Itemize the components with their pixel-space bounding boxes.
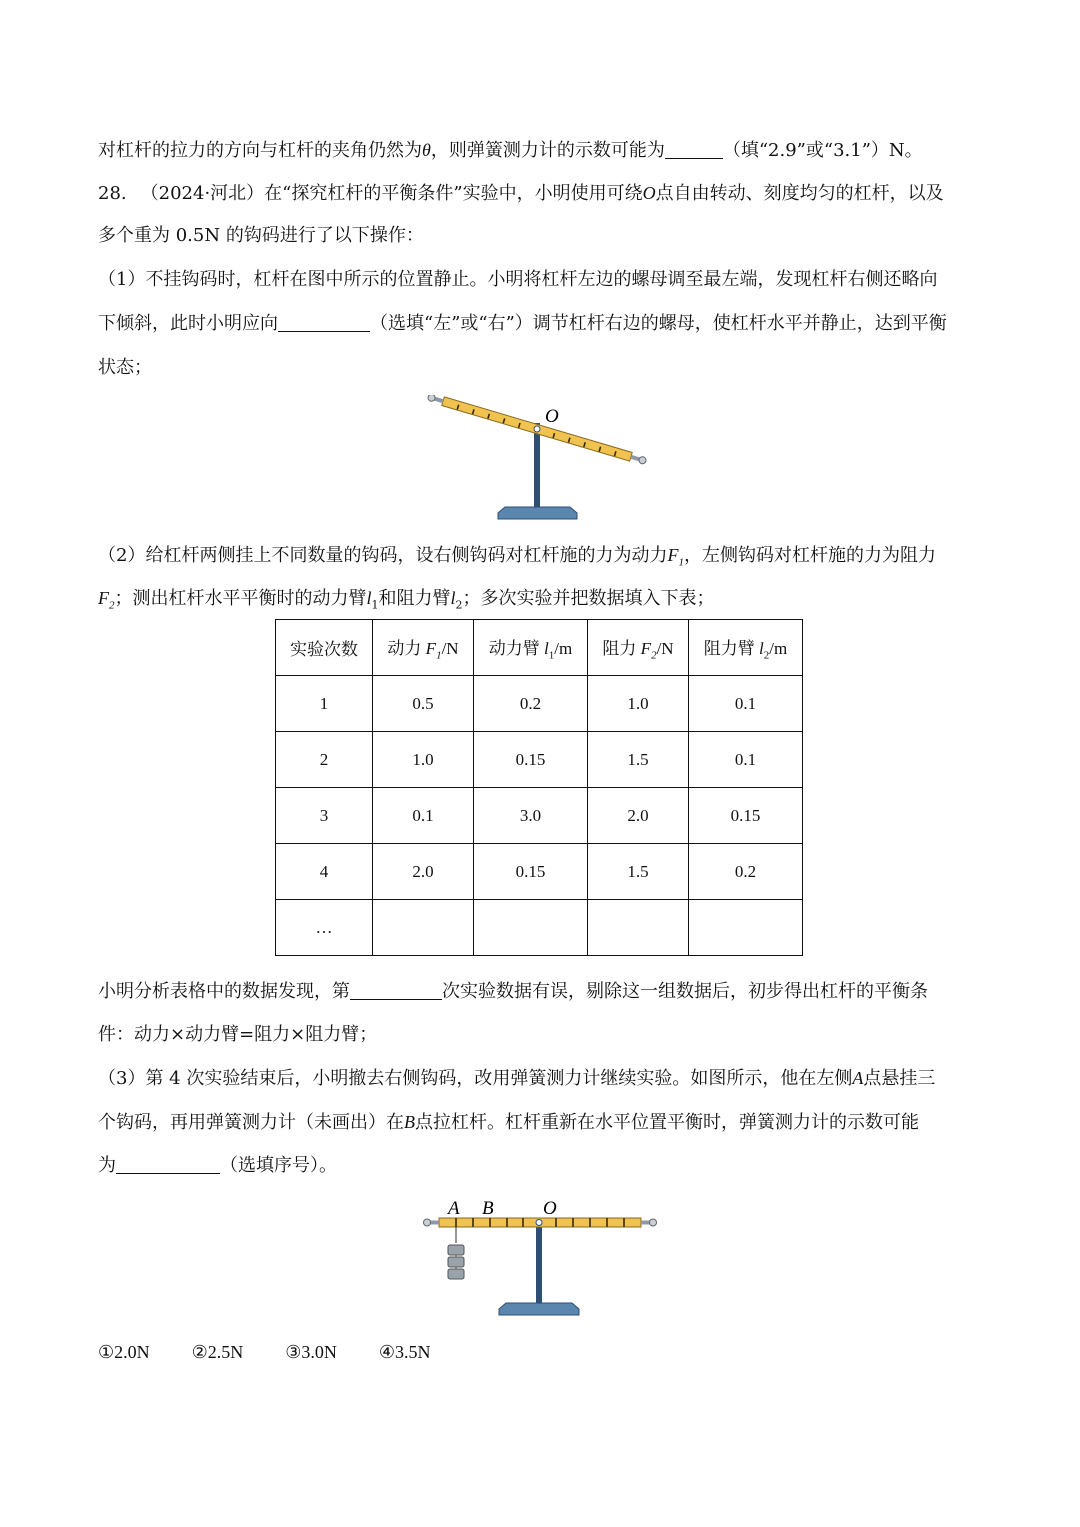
text: 状态； [98,357,152,378]
table-row [276,676,803,732]
cell-trial: 4 [276,844,373,900]
text: 为 [98,1155,116,1176]
text: （填“2.9”或“3.1”）N。 [722,140,923,161]
point-o-label: O [642,183,656,203]
table-header-row [276,620,803,676]
pivot [536,1220,542,1226]
text: （选填“左”或“右”）调节杠杆右边的螺母，使杠杆水平并静止，达到平衡 [370,313,947,334]
header-text: 阻力臂 [703,638,760,658]
point-b-label: B [404,1112,415,1132]
part1-line3 [98,357,152,379]
question-intro-2 [98,225,424,247]
text: （选填序号）。 [220,1155,337,1176]
cell-l1 [474,900,588,956]
figure1-label-o: O [545,406,559,427]
table-row [276,732,803,788]
text: 小明分析表格中的数据发现，第 [98,981,350,1002]
cell-f2 [588,900,689,956]
cell-f2: 2.0 [588,788,689,844]
cell-f1: 0.1 [373,788,474,844]
f1-subscript: 1 [678,556,684,569]
text: 件：动力×动力臂=阻力×阻力臂； [98,1024,378,1045]
figure2-label-a: A [448,1198,460,1219]
header-text: 动力 [387,638,426,658]
theta-symbol: θ [422,140,431,160]
cell-trial: 2 [276,732,373,788]
text: 点悬挂三 [863,1068,936,1089]
cell-l2: 0.1 [689,676,803,732]
cell-l1: 3.0 [474,788,588,844]
cell-f1: 0.5 [373,676,474,732]
header-text: 实验次数 [290,640,358,659]
header-l1 [474,620,588,676]
data-table [275,619,803,956]
text: ；测出杠杆水平平衡时的动力臂 [114,588,367,609]
text: 个钩码，再用弹簧测力计（未画出）在 [98,1112,404,1133]
cell-f1 [373,900,474,956]
after-table-line2 [98,1024,377,1046]
part3-line1 [98,1067,935,1090]
text-line-1 [98,139,923,162]
header-f1 [373,620,474,676]
text: （2）给杠杆两侧挂上不同数量的钩码，设右侧钩码对杠杆施的力为动力 [98,545,668,566]
answer-options [98,1342,473,1363]
l1-subscript: 1 [371,598,379,612]
part3-line3 [98,1155,337,1177]
point-a-label: A [852,1068,864,1088]
header-unit: /m [554,638,573,658]
cell-f2: 1.5 [588,732,689,788]
figure-horizontal-lever [415,1193,675,1323]
table-row [276,788,803,844]
cell-f1: 1.0 [373,732,474,788]
l1-symbol: l [366,588,372,608]
text: 下倾斜，此时小明应向 [98,313,278,334]
cell-l2: 0.2 [689,844,803,900]
text: ，则弹簧测力计的示数可能为 [430,140,665,161]
table-row [276,900,803,956]
cell-f1: 2.0 [373,844,474,900]
l2-symbol: l [450,588,456,608]
cell-trial: … [276,900,373,956]
answer-blank-1[interactable] [665,140,723,159]
header-sub: 1 [548,649,555,662]
text: 和阻力臂 [378,588,451,609]
cell-f2: 1.5 [588,844,689,900]
table-row [276,844,803,900]
header-trial [276,620,373,676]
header-symbol: l [544,638,549,658]
text: 多个重为 0.5N 的钩码进行了以下操作： [98,225,424,246]
text: 次实验数据有误，剔除这一组数据后，初步得出杠杆的平衡条 [442,981,928,1002]
answer-blank-4[interactable] [116,1155,220,1174]
after-table-line1 [98,981,928,1003]
part2-line1 [98,544,936,574]
header-l2 [689,620,803,676]
header-symbol: l [759,638,764,658]
option-1[interactable]: ①2.0N [98,1342,150,1362]
header-text: 动力臂 [488,638,545,658]
option-2[interactable]: ②2.5N [191,1342,244,1362]
hanging-weights [448,1227,464,1279]
answer-blank-2[interactable] [278,313,370,332]
f2-subscript: 2 [109,599,115,612]
f1-symbol: F [667,545,679,565]
text: （1）不挂钩码时，杠杆在图中所示的位置静止。小明将杠杆左边的螺母调至最左端，发现杠杆右侧还略向 [98,269,938,290]
part2-line2 [98,587,715,617]
question-intro [98,182,944,205]
text: 对杠杆的拉力的方向与杠杆的夹角仍然为 [98,140,422,161]
text: ；多次实验并把数据填入下表； [462,588,715,609]
text: （2024·河北）在“探究杠杆的平衡条件”实验中，小明使用可绕 [140,183,643,204]
header-sub: 2 [651,649,657,662]
cell-l2: 0.15 [689,788,803,844]
cell-l1: 0.15 [474,732,588,788]
header-text: 阻力 [602,638,641,658]
cell-trial: 1 [276,676,373,732]
figure2-label-b: B [482,1198,494,1219]
header-sub: 2 [763,649,770,662]
cell-l1: 0.15 [474,844,588,900]
header-unit: /N [656,638,674,658]
header-symbol: F [640,638,652,658]
l2-subscript: 2 [455,598,463,612]
header-unit: /m [769,638,788,658]
lever-stand [499,1223,579,1315]
cell-l2 [689,900,803,956]
text: 点拉杠杆。杠杆重新在水平位置平衡时，弹簧测力计的示数可能 [415,1112,919,1133]
figure2-label-o: O [543,1198,557,1219]
option-3[interactable]: ③3.0N [285,1342,337,1362]
cell-trial: 3 [276,788,373,844]
figure-tilted-lever [415,395,665,525]
header-sub: 1 [436,649,442,662]
header-symbol: F [425,638,437,658]
part3-line2 [98,1111,919,1134]
text: （3）第 4 次实验结束后，小明撤去右侧钩码，改用弹簧测力计继续实验。如图所示，他在左侧 [98,1068,853,1089]
answer-blank-3[interactable] [350,981,442,1000]
pivot [534,426,540,432]
cell-l1: 0.2 [474,676,588,732]
header-f2 [588,620,689,676]
cell-f2: 1.0 [588,676,689,732]
option-4[interactable]: ④3.5N [378,1342,431,1362]
cell-l2: 0.1 [689,732,803,788]
part1-line2 [98,313,947,335]
f2-symbol: F [98,588,109,608]
text: ，左侧钩码对杠杆施的力为阻力 [683,545,936,566]
part1-line1 [98,269,937,291]
text: 点自由转动、刻度均匀的杠杆，以及 [655,183,944,204]
header-unit: /N [441,638,459,658]
question-number: 28. [98,183,127,204]
